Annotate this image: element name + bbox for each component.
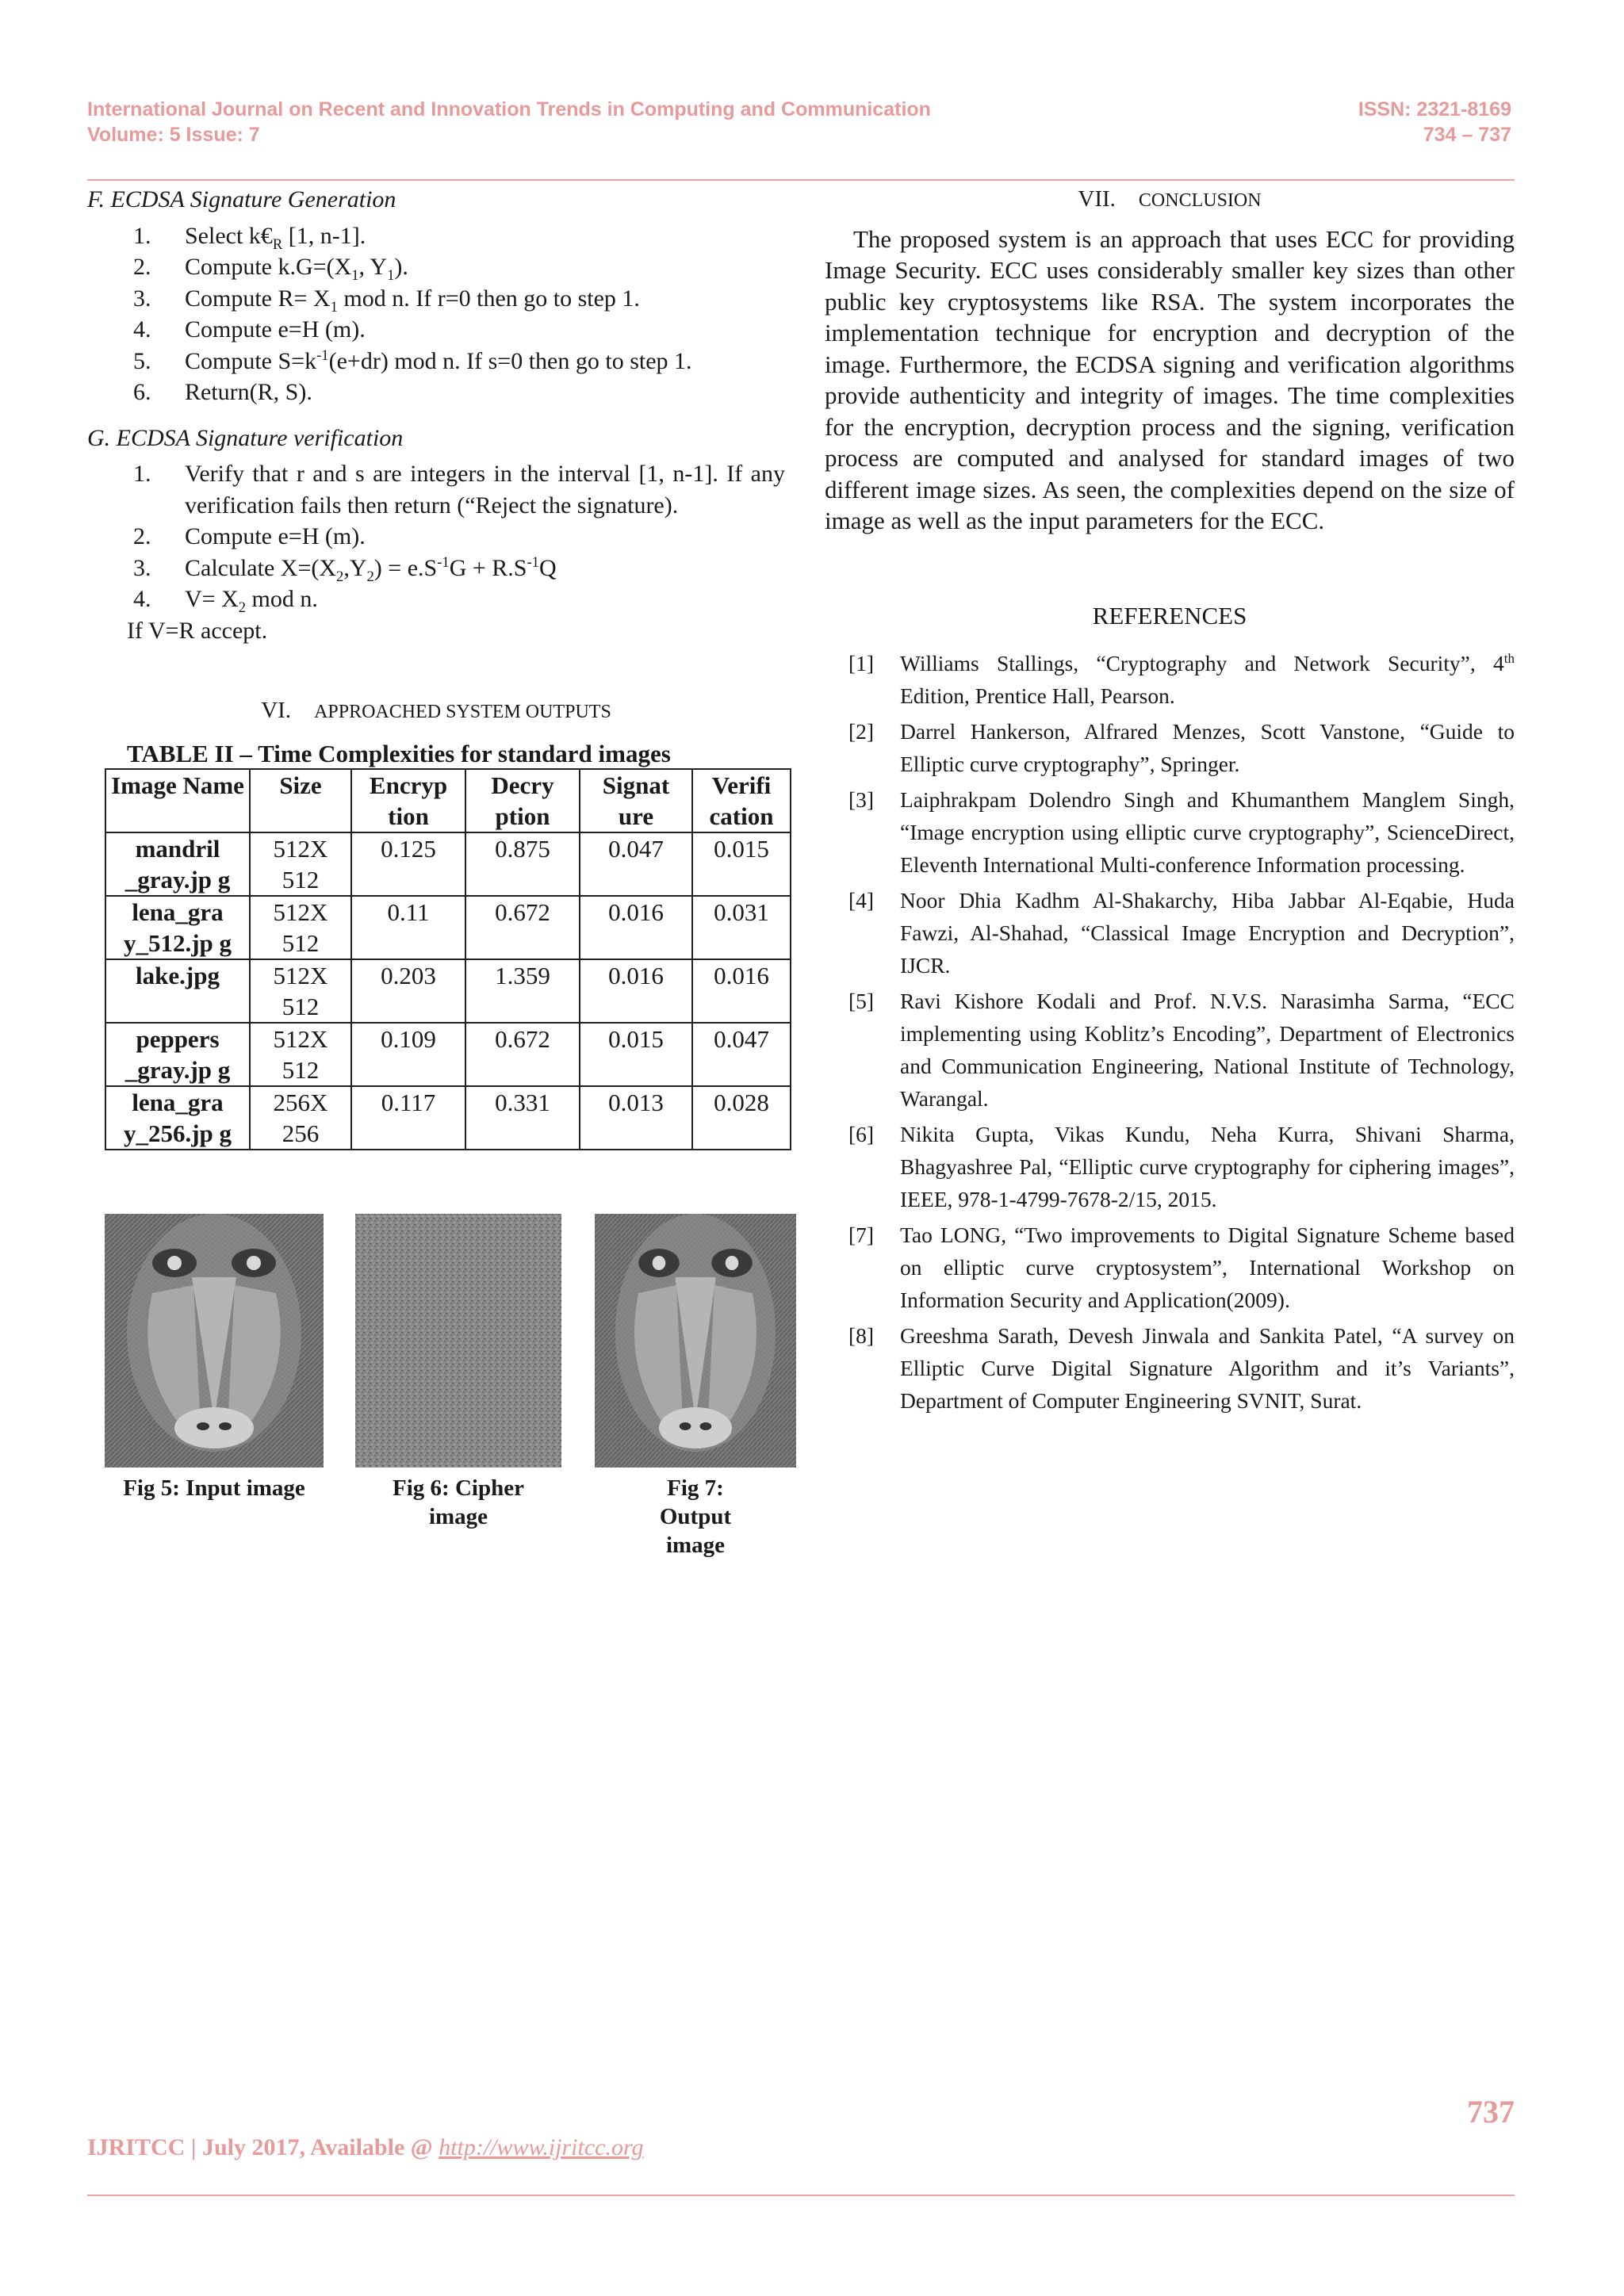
list-item: 2. Compute e=H (m). (133, 523, 366, 549)
cipher-noise-image (355, 1214, 561, 1468)
list-item: 3. Calculate $X=(X_2,Y_2) = e.S^{-1}G + R.S^{-1}Q$ (133, 553, 557, 585)
journal-link[interactable]: http://www.ijritcc.org (439, 2134, 644, 2160)
figure-cipher (355, 1214, 561, 1531)
list-item: 5. Compute $S=k^{-1}(e+dr)$ mod n. If s=0 then go to step 1. (133, 346, 692, 374)
running-header (87, 97, 1511, 149)
signature-generation-heading: F. ECDSA Signature Generation (87, 186, 396, 212)
verification-steps (87, 458, 785, 615)
reference-item: [7] Tao LONG, “Two improvements to Digital Signature Scheme based on elliptic curve cryptosystem”, International Workshop on Information Security and Application(2009). (848, 1223, 1515, 1312)
figure-caption: Fig 5: Input image (123, 1475, 305, 1501)
figure-output (595, 1214, 796, 1559)
list-item: 4. Compute e=H (m). (133, 316, 366, 342)
list-item: 1. Verify that r and s are integers in the interval [1, n-1]. If any verification fails then return (“Reject the signature). (133, 461, 785, 519)
outputs-heading: VI. APPROACHED SYSTEM OUTPUTS (261, 698, 611, 723)
right-column (825, 184, 1515, 1420)
col-header: Verifi cation (692, 769, 791, 832)
list-item: 2. Compute $k.G=(X_1$, $Y_1$). (133, 254, 408, 284)
figure-caption: Fig 6: Cipher image (393, 1475, 524, 1529)
col-header: Encryp tion (351, 769, 465, 832)
time-complexity-table (105, 768, 791, 1150)
signature-verification-heading: G. ECDSA Signature verification (87, 424, 404, 451)
journal-title: International Journal on Recent and Innovation Trends in Computing and Communication (87, 98, 931, 121)
references-list (825, 647, 1515, 1417)
col-header: Image Name (105, 769, 250, 832)
reference-item: [1] Williams Stallings, “Cryptography and Network Security”, 4th Edition, Prentice Hall, Pearson. (848, 650, 1515, 708)
baboon-output-image (595, 1214, 796, 1468)
left-column (87, 184, 785, 1563)
table-row: mandril _gray.jp g 512X 512 0.125 0.875 0.047 0.015 (105, 832, 791, 896)
col-header: Size (250, 769, 351, 832)
page-range: 734 – 737 (1423, 124, 1511, 146)
header-rule (87, 179, 1515, 181)
issn: ISSN: 2321-8169 (1358, 98, 1511, 121)
references-heading: REFERENCES (1092, 601, 1247, 629)
verification-accept: If V=R accept. (127, 617, 268, 644)
conclusion-text: The proposed system is an approach that uses ECC for providing Image Security. ECC uses considerably smaller key sizes than other public key cryptosystems like RSA. The system incorporates the implementation technique for encryption and decryption of the image. Furthermore, the ECDSA signing and verification algorithms provide authenticity and integrity of images. The time complexities for the encryption, decryption process and the signing, verification process are computed and analysed for standard images of two different image sizes. As seen, the complexities depend on the size of image as well as the input parameters for the ECC. (825, 224, 1515, 534)
reference-item: [2] Darrel Hankerson, Alfrared Menzes, Scott Vanstone, “Guide to Elliptic curve cryptography”, Springer. (848, 719, 1515, 776)
table-row: lena_gra y_512.jp g 512X 512 0.11 0.672 0.016 0.031 (105, 896, 791, 959)
footer-text: IJRITCC | July 2017, Available @ (87, 2134, 439, 2160)
figure-caption: Fig 7: Output image (659, 1475, 732, 1558)
reference-item: [6] Nikita Gupta, Vikas Kundu, Neha Kurra, Shivani Sharma, Bhagyashree Pal, “Elliptic curve cryptography for ciphering images”, IEEE, 978-1-4799-7678-2/15, 2015. (848, 1122, 1515, 1211)
page-number: 737 (1467, 2094, 1515, 2130)
table-row: lake.jpg 512X 512 0.203 1.359 0.016 0.016 (105, 959, 791, 1023)
baboon-input-image (105, 1214, 324, 1468)
footer (87, 2134, 644, 2161)
col-header: Signat ure (580, 769, 692, 832)
reference-item: [8] Greeshma Sarath, Devesh Jinwala and Sankita Patel, “A survey on Elliptic Curve Digital Signature Algorithm and it’s Variants”, Department of Computer Engineering SVNIT, Surat. (848, 1323, 1515, 1413)
volume-issue: Volume: 5 Issue: 7 (87, 124, 260, 146)
list-item: 3. Compute $R= X_1$ mod n. If r=0 then go to step 1. (133, 285, 640, 316)
figure-input (105, 1214, 324, 1502)
reference-item: [5] Ravi Kishore Kodali and Prof. N.V.S. Narasimha Sarma, “ECC implementing using Koblitz’s Encoding”, Department of Electronics and Communication Engineering, National Institute of Technology, Warangal. (848, 989, 1515, 1111)
list-item: 6. Return(R, S). (133, 379, 312, 405)
generation-steps (87, 220, 785, 408)
conclusion-heading: VII. CONCLUSION (1078, 186, 1262, 212)
figures-row (87, 1214, 785, 1563)
table-row: peppers _gray.jp g 512X 512 0.109 0.672 0.015 0.047 (105, 1023, 791, 1086)
footer-rule (87, 2195, 1515, 2196)
reference-item: [4] Noor Dhia Kadhm Al-Shakarchy, Hiba Jabbar Al-Eqabie, Huda Fawzi, Al-Shahad, “Classical Image Encryption and Decryption”, IJCR. (848, 888, 1515, 978)
table-row: lena_gra y_256.jp g 256X 256 0.117 0.331 0.013 0.028 (105, 1086, 791, 1150)
list-item: 1. Select $k€_R$ [1, n-1]. (133, 222, 366, 253)
table-header-row (105, 769, 791, 832)
list-item: 4. $V= X_2$ mod n. (133, 586, 318, 616)
reference-item: [3] Laiphrakpam Dolendro Singh and Khumanthem Manglem Singh, “Image encryption using elliptic curve cryptography”, ScienceDirect, Eleventh International Multi-conference Information processing. (848, 787, 1515, 877)
col-header: Decry ption (465, 769, 580, 832)
table-caption: TABLE II – Time Complexities for standard images (127, 739, 671, 767)
